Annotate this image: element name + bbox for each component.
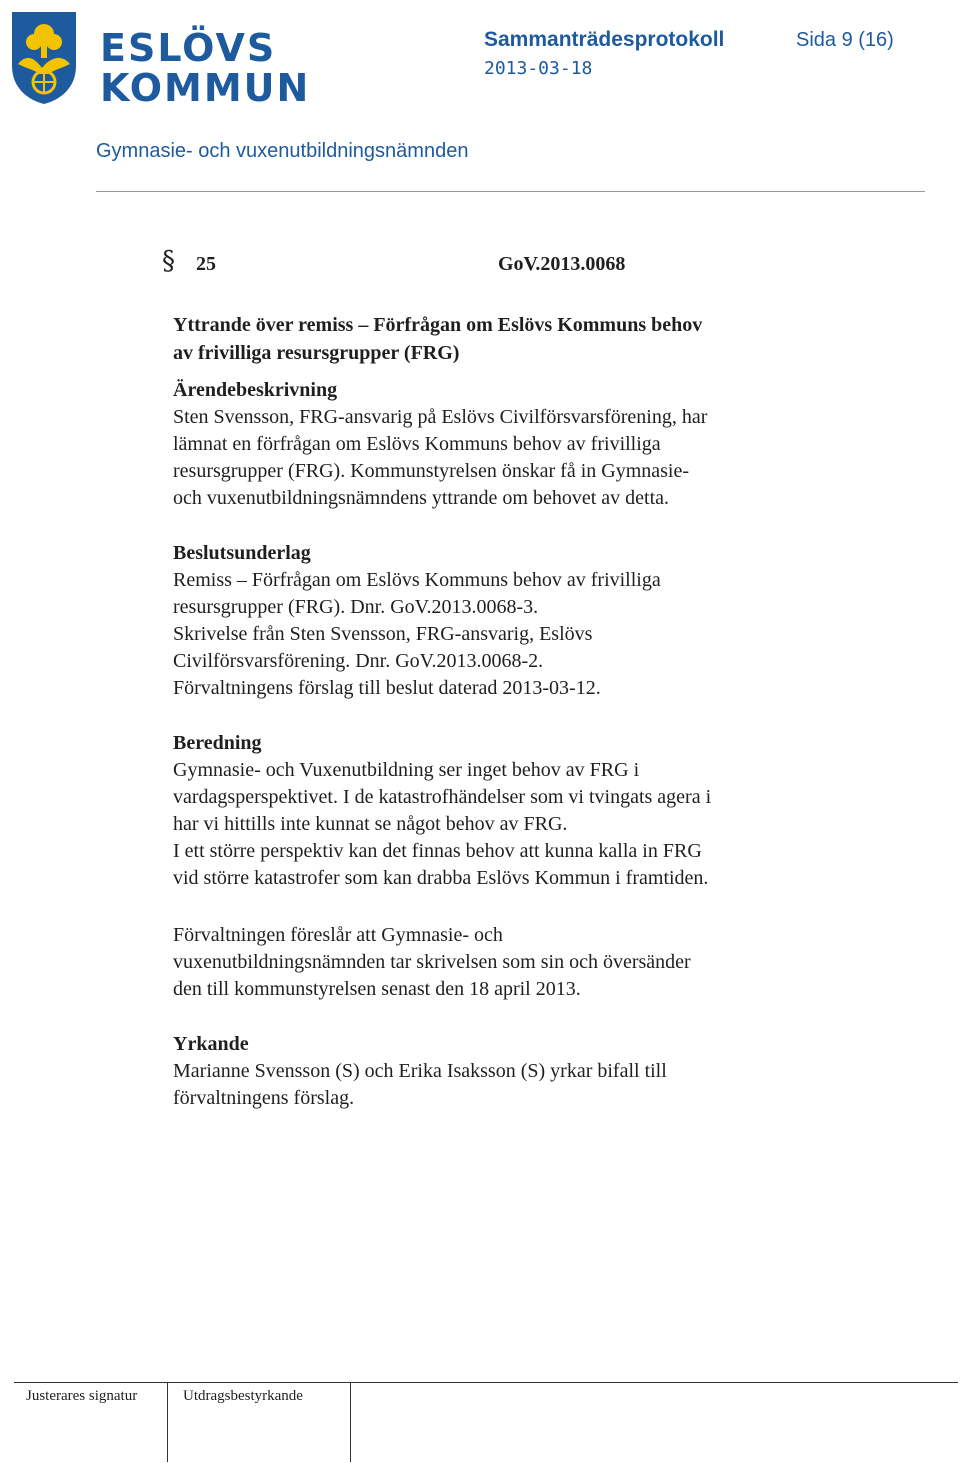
proposal-text: [173, 922, 813, 1003]
municipality-logo: [8, 8, 311, 110]
footer-column-divider: [350, 1382, 351, 1462]
text-line: Gymnasie- och Vuxenutbildning ser inget behov av FRG i: [173, 759, 640, 781]
extract-label: Utdragsbestyrkande: [183, 1388, 303, 1404]
section-heading-yrkande: Yrkande: [173, 1033, 249, 1055]
coat-of-arms-icon: [8, 8, 80, 106]
item-title: [173, 311, 813, 367]
signature-label: Justerares signatur: [26, 1388, 138, 1404]
minutes-body: [173, 311, 813, 1112]
header-divider: [96, 191, 925, 192]
text-line: och vuxenutbildningsnämndens yttrande om behovet av detta.: [173, 487, 669, 509]
text-line: lämnat en förfrågan om Eslövs Kommuns behov av frivilliga: [173, 433, 661, 455]
text-line: har vi hittills inte kunnat se något behov av FRG.: [173, 813, 568, 835]
text-line: Remiss – Förfrågan om Eslövs Kommuns behov av frivilliga: [173, 569, 661, 591]
yrkande-text: [173, 1058, 813, 1112]
board-name: Gymnasie- och vuxenutbildningsnämnden: [96, 140, 469, 162]
text-line: resursgrupper (FRG). Kommunstyrelsen önskar få in Gymnasie-: [173, 460, 690, 482]
logo-text-line2: KOMMUN: [100, 66, 311, 110]
item-title-line: av frivilliga resursgrupper (FRG): [173, 342, 460, 364]
text-line: I ett större perspektiv kan det finnas behov att kunna kalla in FRG: [173, 840, 702, 862]
text-line: Förvaltningens förslag till beslut daterad 2013-03-12.: [173, 677, 601, 699]
item-title-line: Yttrande över remiss – Förfrågan om Eslövs Kommuns behov: [173, 314, 703, 336]
logo-text-line1: ESLÖVS: [100, 26, 277, 70]
text-line: resursgrupper (FRG). Dnr. GoV.2013.0068-3.: [173, 596, 539, 618]
text-line: vid större katastrofer som kan drabba Eslövs Kommun i framtiden.: [173, 867, 709, 889]
document-title: Sammanträdesprotokoll: [484, 28, 725, 51]
text-line: vardagsperspektivet. I de katastrofhändelser som vi tvingats agera i: [173, 786, 712, 808]
section-sign-icon: §: [162, 246, 175, 276]
text-line: den till kommunstyrelsen senast den 18 april 2013.: [173, 978, 581, 1000]
underlag-text: [173, 567, 813, 702]
text-line: vuxenutbildningsnämnden tar skrivelsen som sin och översänder: [173, 951, 691, 973]
section-heading-beredning: Beredning: [173, 732, 262, 754]
text-line: Civilförsvarsförening. Dnr. GoV.2013.0068-2.: [173, 650, 544, 672]
text-line: Förvaltningen föreslår att Gymnasie- och: [173, 924, 503, 946]
footer-column-divider: [167, 1382, 168, 1462]
section-heading-underlag: Beslutsunderlag: [173, 542, 311, 564]
text-line: Skrivelse från Sten Svensson, FRG-ansvarig, Eslövs: [173, 623, 593, 645]
page-indicator: Sida 9 (16): [796, 29, 894, 51]
meeting-date: 2013-03-18: [484, 58, 593, 79]
text-line: förvaltningens förslag.: [173, 1087, 355, 1109]
paragraph-number: 25: [196, 253, 216, 275]
arende-text: [173, 404, 813, 512]
beredning-text: [173, 757, 813, 892]
section-heading-arende: Ärendebeskrivning: [173, 379, 338, 401]
text-line: Marianne Svensson (S) och Erika Isaksson (S) yrkar bifall till: [173, 1060, 667, 1082]
case-number: GoV.2013.0068: [498, 253, 626, 275]
text-line: Sten Svensson, FRG-ansvarig på Eslövs Civilförsvarsförening, har: [173, 406, 708, 428]
paragraph-header: [162, 246, 762, 282]
footer-divider: [14, 1382, 958, 1383]
signature-footer: [14, 1382, 958, 1462]
